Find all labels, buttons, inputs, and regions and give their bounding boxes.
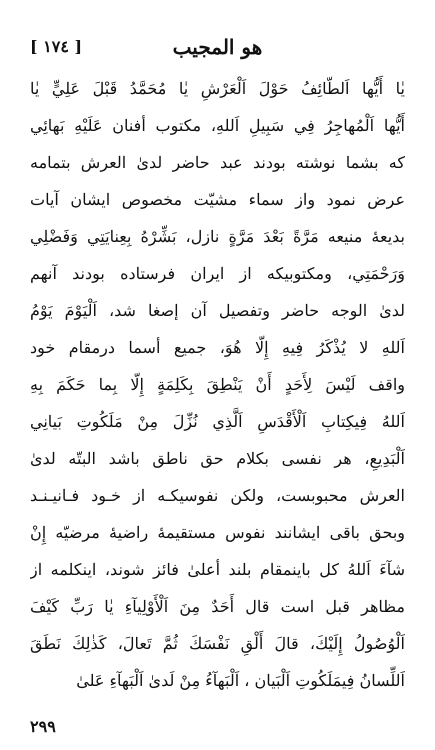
text-line: وبحق باقى ايشانند نفوس مستقيمهٔ راضيهٔ مرضيّه إِنْ [30, 523, 405, 542]
text-line: كه بشما نوشته بودند عبد حاضر لدىٰ العرش بتمامه [30, 153, 405, 172]
text-line: بديعهٔ منيعه مَرَّةً بَعْدَ مَرَّةٍ نازل، بَشِّرْهُ بِعِنايَتِي وَفَضْلِي [30, 227, 405, 246]
text-line: مظاهر قبل است قال أَحَدٌ مِنَ اَلْأَوْلِيآءِ يٰا رَبِّ كَيْفَ [30, 597, 405, 616]
text-line: اَللهُ فِيكِتابِ اَلْأَقْدَسِ اَلَّذِي نُزِّلَ مِنْ مَلَكُوتِ بَيانِي [30, 412, 405, 431]
text-line: عرض نمود واز سماء مشيّت مخصوص ايشان آيات [30, 190, 405, 209]
text-line: اَللهِ لا يُذْكَرُ فِيهِ إِلّا هُوَ، جميع أسما درمقام خود [30, 338, 405, 357]
text-line: اَلْبَدِيعِ، هر نفسى بكلام حق ناطق باشد البتّه لدىٰ [30, 449, 405, 468]
page-number: ٢٩٩ [30, 717, 56, 736]
text-line: اَللِّسانُ فِيمَلَكُوتِ اَلْبَيان ، اَلْبَهآءُ مِنْ لَدىٰ اَلْبَهآءِ عَلىٰ [76, 671, 405, 690]
text-line: وَرَحْمَتِي، ومكتوبيكه از ايران فرستاده بودند آنهم [30, 264, 405, 283]
body-text [30, 70, 405, 699]
text-line: واقف لَيْسَ لِأَحَدٍ أَنْ يَنْطِقَ بِكَلِمَةٍ إِلّا بِما حَكَمَ بِهِ [30, 375, 405, 394]
text-line: يٰا أَيُّها اَلطّائِفُ حَوْلَ اَلْعَرْشِ يٰا مُحَمَّدُ قَبْلَ عَلِيٍّ يٰا [30, 79, 405, 98]
text-line: العرش محبوبست، ولكن نفوسيكـه از خـود فـانيـنـد [30, 486, 405, 505]
text-line: اَلْوُصُولُ إِلَيْكَ، قالَ أَلْقِ نَفْسَكَ ثُمَّ تَعالَ، كَذٰلِكَ نَطَقَ [30, 634, 405, 653]
text-line: شآءَ اَللهُ كل باينمقام بلند أعلىٰ فائز شوند، اينكلمه از [30, 560, 405, 579]
tablet-number: [ ١٧٤ ] [30, 37, 83, 56]
page-title: هو المجيب [172, 35, 263, 59]
text-line: لدىٰ الوجه حاضر وتفصيل آن إصغا شد، اَلْيَوْمَ يَوْمُ [30, 301, 405, 320]
text-line: أَيُّها اَلْمُهاجِرُ فِي سَبِيلِ اَللهِ، مكتوب أفنان عَلَيْهِ بَهائِي [30, 116, 405, 135]
page-header [30, 32, 405, 62]
